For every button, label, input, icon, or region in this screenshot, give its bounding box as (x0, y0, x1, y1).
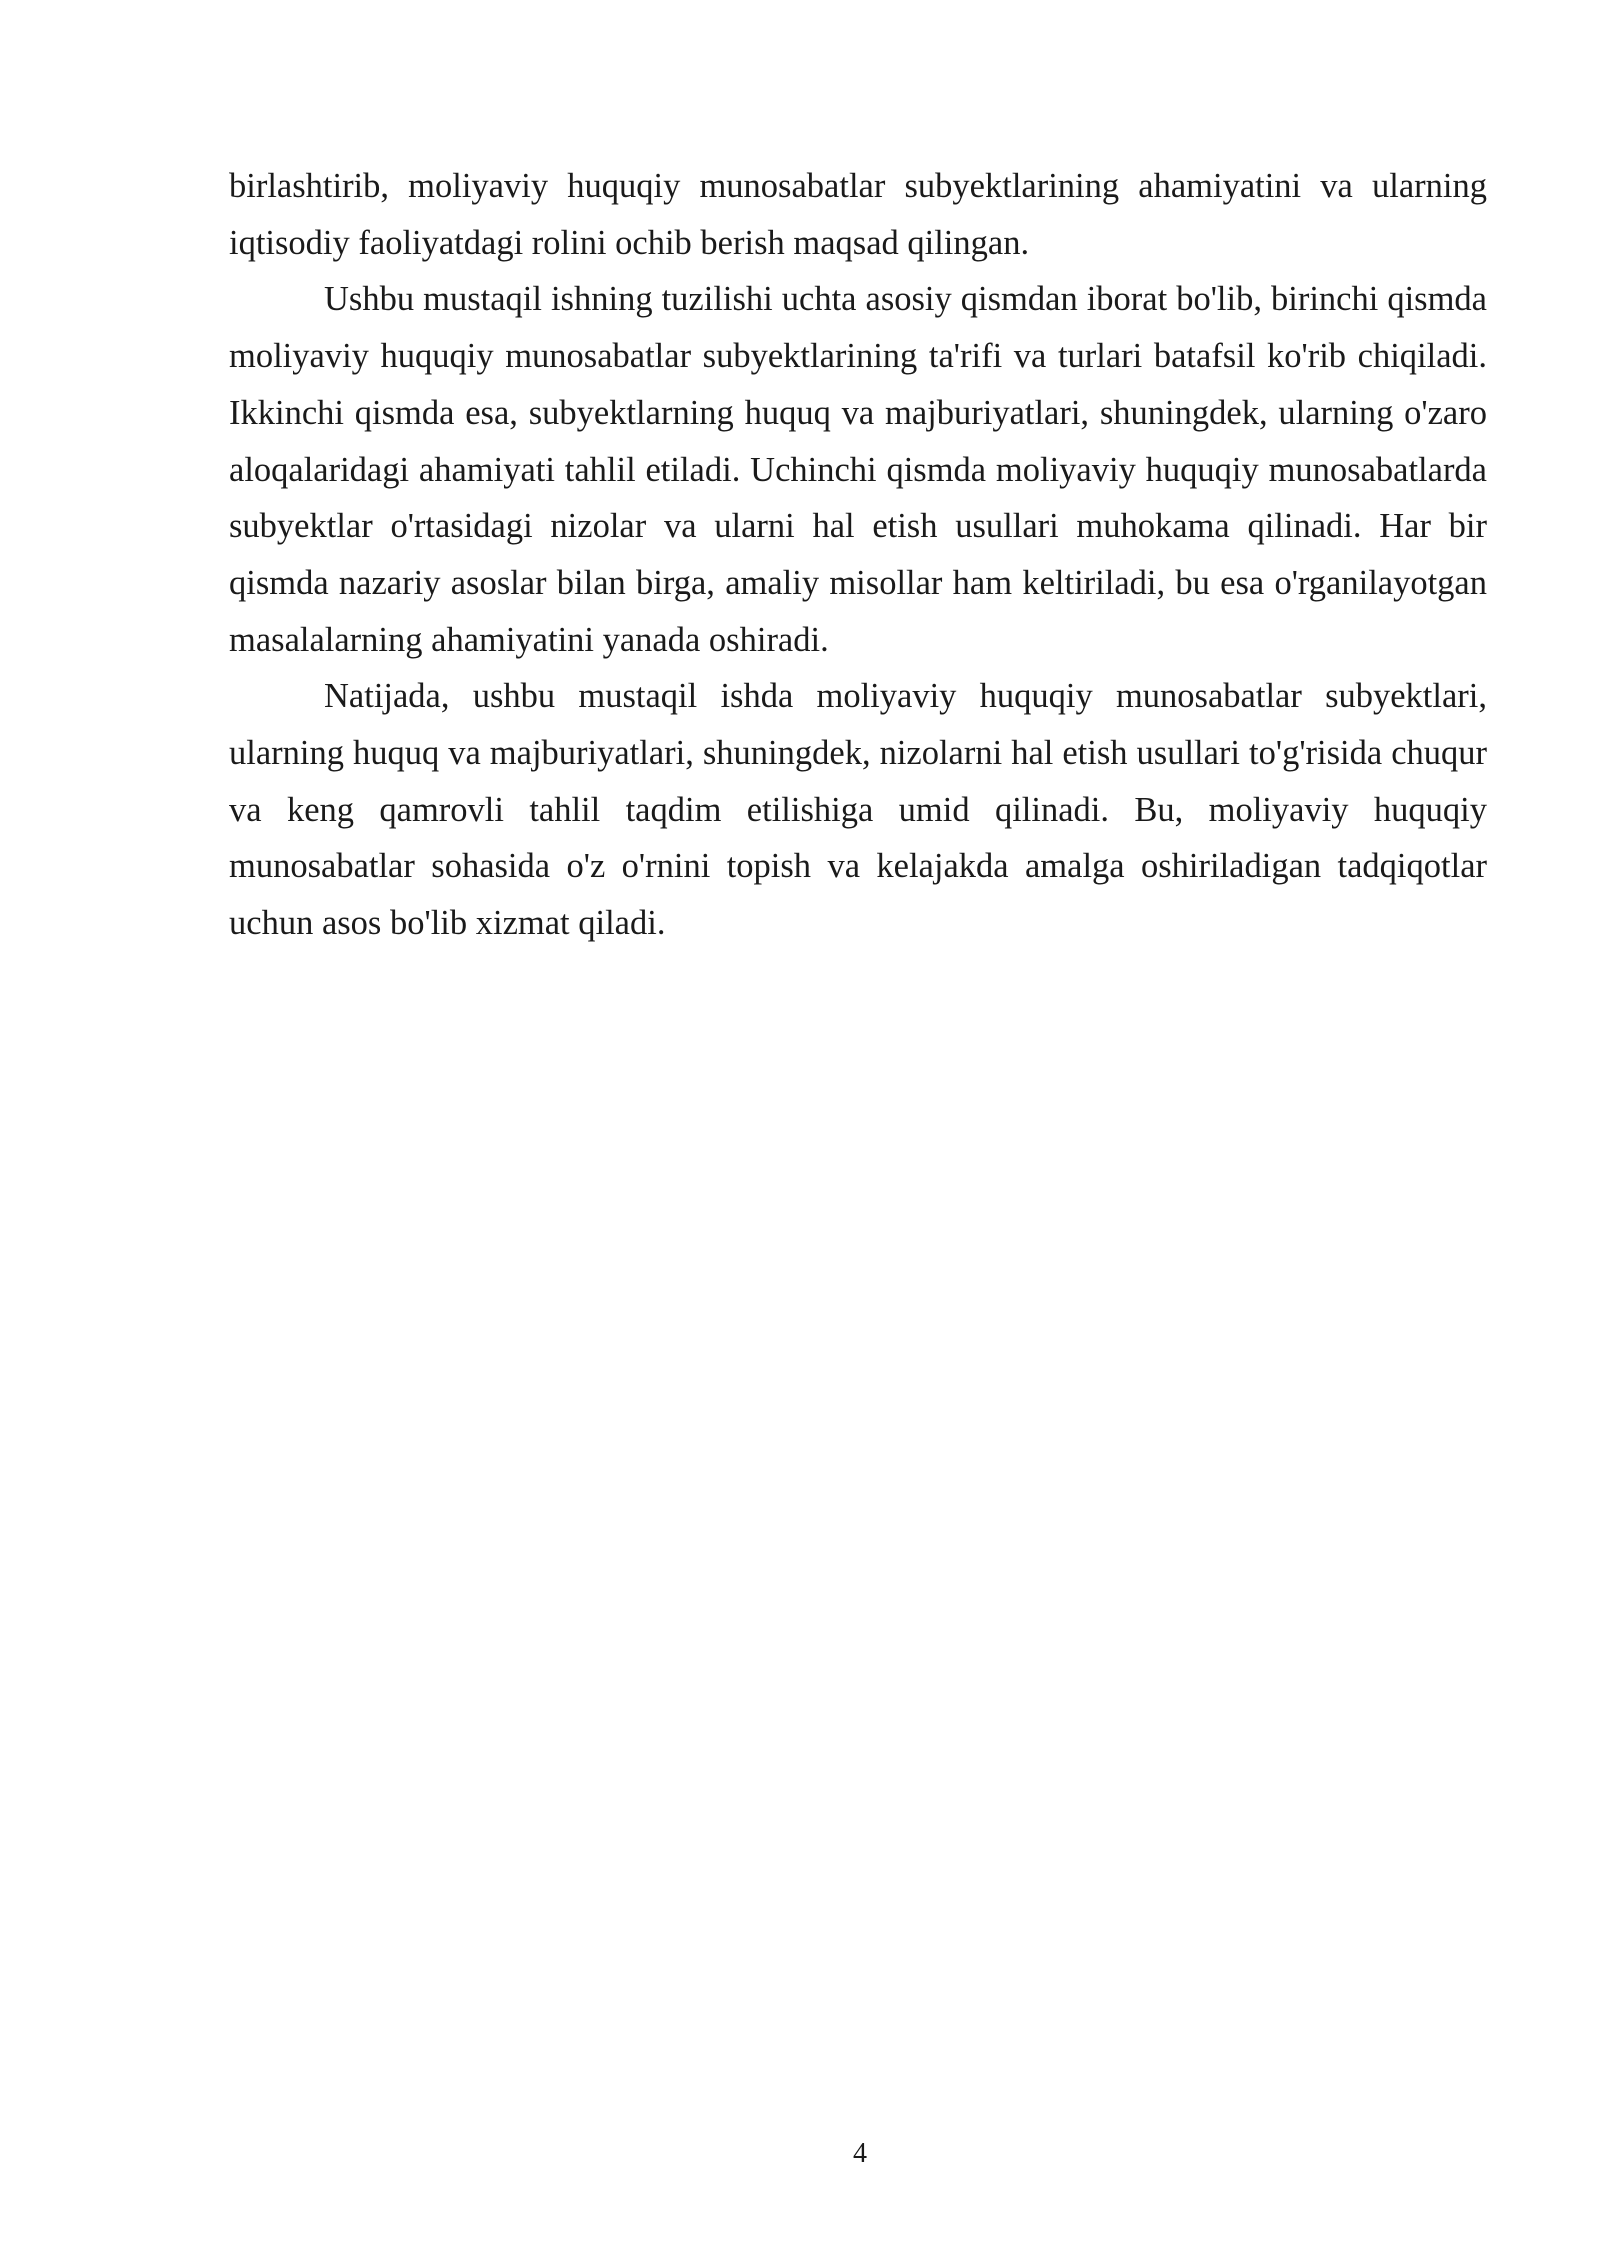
paragraph-structure: Ushbu mustaqil ishning tuzilishi uchta asosiy qismdan iborat bo'lib, birinchi qismda moliyaviy huquqiy munosabatlar subyektlarining ta'rifi va turlari batafsil ko'rib chiqiladi. Ikkinchi qismda esa, subyektlarning huquq va majburiyatlari, shuningdek, ularning o'zaro aloqalaridagi ahamiyati tahlil etiladi. Uchinchi qismda moliyaviy huquqiy munosabatlarda subyektlar o'rtasidagi nizolar va ularni hal etish usullari muhokama qilinadi. Har bir qismda nazariy asoslar bilan birga, amaliy misollar ham keltiriladi, bu esa o'rganilayotgan masalalarning ahamiyatini yanada oshiradi. (229, 280, 1487, 659)
body-text (229, 158, 1487, 952)
paragraph-conclusion: Natijada, ushbu mustaqil ishda moliyaviy huquqiy munosabatlar subyektlari, ularning huquq va majburiyatlari, shuningdek, nizolarni hal etish usullari to'g'risida chuqur va keng qamrovli tahlil taqdim etilishiga umid qilinadi. Bu, moliyaviy huquqiy munosabatlar sohasida o'z o'rnini topish va kelajakda amalga oshiriladigan tadqiqotlar uchun asos bo'lib xizmat qiladi. (229, 677, 1487, 943)
page-number: 4 (853, 2138, 867, 2169)
paragraph-continuation: birlashtirib, moliyaviy huquqiy munosabatlar subyektlarining ahamiyatini va ularning iqtisodiy faoliyatdagi rolini ochib berish maqsad qilingan. (229, 167, 1487, 262)
